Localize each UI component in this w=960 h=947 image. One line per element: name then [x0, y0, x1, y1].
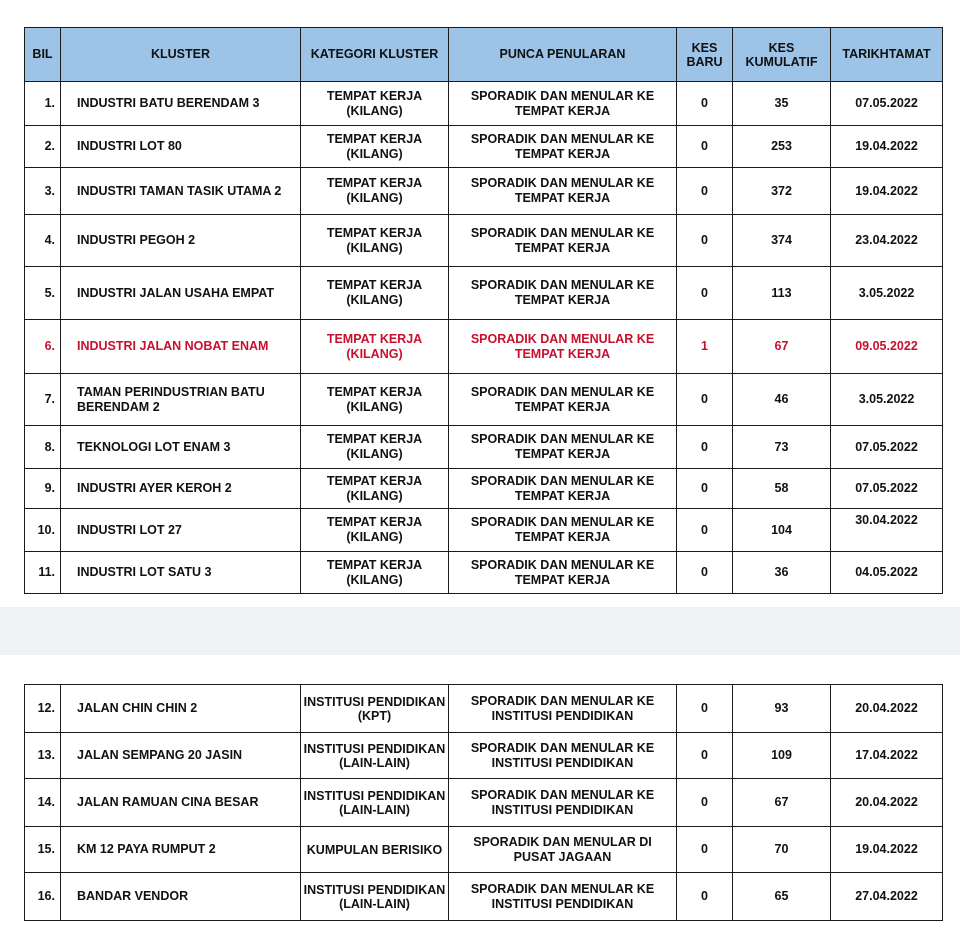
cell-kategori: TEMPAT KERJA (KILANG) — [301, 509, 449, 552]
cell-punca: SPORADIK DAN MENULAR KE INSTITUSI PENDIDIKAN — [449, 873, 677, 921]
cell-tarikh: 09.05.2022 — [831, 320, 943, 374]
cell-kategori: TEMPAT KERJA (KILANG) — [301, 215, 449, 267]
cell-tarikh: 07.05.2022 — [831, 82, 943, 126]
cell-kategori: INSTITUSI PENDIDIKAN (LAIN-LAIN) — [301, 733, 449, 779]
cell-kes-kumulatif: 253 — [733, 126, 831, 168]
cell-bil: 5. — [25, 267, 61, 320]
cell-kes-baru: 0 — [677, 685, 733, 733]
cell-kategori: TEMPAT KERJA (KILANG) — [301, 426, 449, 469]
cell-kes-baru: 0 — [677, 168, 733, 215]
cell-punca: SPORADIK DAN MENULAR KE TEMPAT KERJA — [449, 374, 677, 426]
cell-bil: 16. — [25, 873, 61, 921]
cell-punca: SPORADIK DAN MENULAR KE TEMPAT KERJA — [449, 126, 677, 168]
cell-kluster: INDUSTRI AYER KEROH 2 — [61, 469, 301, 509]
cell-tarikh: 23.04.2022 — [831, 215, 943, 267]
cell-kluster: INDUSTRI LOT 80 — [61, 126, 301, 168]
cell-tarikh: 27.04.2022 — [831, 873, 943, 921]
cell-kes-kumulatif: 372 — [733, 168, 831, 215]
cell-punca: SPORADIK DAN MENULAR KE INSTITUSI PENDIDIKAN — [449, 779, 677, 827]
cell-tarikh: 19.04.2022 — [831, 827, 943, 873]
table-row — [25, 469, 943, 509]
header-bil: BIL — [25, 28, 61, 82]
table-row — [25, 374, 943, 426]
cell-punca: SPORADIK DAN MENULAR KE TEMPAT KERJA — [449, 320, 677, 374]
header-punca: PUNCA PENULARAN — [449, 28, 677, 82]
cell-bil: 13. — [25, 733, 61, 779]
cell-kluster: INDUSTRI BATU BERENDAM 3 — [61, 82, 301, 126]
cell-kes-baru: 0 — [677, 469, 733, 509]
cell-bil: 14. — [25, 779, 61, 827]
cell-kes-baru: 0 — [677, 733, 733, 779]
cell-kategori: INSTITUSI PENDIDIKAN (KPT) — [301, 685, 449, 733]
cell-punca: SPORADIK DAN MENULAR KE TEMPAT KERJA — [449, 426, 677, 469]
cell-punca: SPORADIK DAN MENULAR KE TEMPAT KERJA — [449, 168, 677, 215]
table-row — [25, 267, 943, 320]
cell-kes-baru: 0 — [677, 126, 733, 168]
cell-kluster: INDUSTRI JALAN USAHA EMPAT — [61, 267, 301, 320]
table-row — [25, 126, 943, 168]
table-row — [25, 685, 943, 733]
cell-kategori: TEMPAT KERJA (KILANG) — [301, 552, 449, 594]
cell-kluster: TAMAN PERINDUSTRIAN BATU BERENDAM 2 — [61, 374, 301, 426]
cell-kluster: BANDAR VENDOR — [61, 873, 301, 921]
cell-kes-baru: 0 — [677, 779, 733, 827]
cell-punca: SPORADIK DAN MENULAR KE TEMPAT KERJA — [449, 267, 677, 320]
cell-kes-baru: 0 — [677, 374, 733, 426]
cell-punca: SPORADIK DAN MENULAR KE TEMPAT KERJA — [449, 509, 677, 552]
cell-kluster: INDUSTRI LOT 27 — [61, 509, 301, 552]
cell-bil: 8. — [25, 426, 61, 469]
cell-kes-baru: 0 — [677, 215, 733, 267]
cell-punca: SPORADIK DAN MENULAR KE TEMPAT KERJA — [449, 469, 677, 509]
table-row — [25, 779, 943, 827]
cell-tarikh: 17.04.2022 — [831, 733, 943, 779]
table-row — [25, 733, 943, 779]
table-row — [25, 873, 943, 921]
cell-punca: SPORADIK DAN MENULAR KE TEMPAT KERJA — [449, 82, 677, 126]
cell-tarikh: 19.04.2022 — [831, 126, 943, 168]
cell-kes-kumulatif: 35 — [733, 82, 831, 126]
cell-kategori: TEMPAT KERJA (KILANG) — [301, 469, 449, 509]
cell-kes-kumulatif: 58 — [733, 469, 831, 509]
cell-bil: 9. — [25, 469, 61, 509]
cell-tarikh: 30.04.2022 — [831, 509, 943, 552]
cell-kes-baru: 0 — [677, 82, 733, 126]
cell-kes-kumulatif: 67 — [733, 779, 831, 827]
cell-kes-kumulatif: 70 — [733, 827, 831, 873]
cell-punca: SPORADIK DAN MENULAR KE INSTITUSI PENDIDIKAN — [449, 733, 677, 779]
cell-punca: SPORADIK DAN MENULAR KE TEMPAT KERJA — [449, 552, 677, 594]
page-separator — [0, 607, 960, 655]
cell-kes-kumulatif: 113 — [733, 267, 831, 320]
cluster-table-2 — [24, 684, 943, 921]
header-row — [25, 28, 943, 82]
cell-punca: SPORADIK DAN MENULAR KE TEMPAT KERJA — [449, 215, 677, 267]
cell-kes-kumulatif: 65 — [733, 873, 831, 921]
cell-tarikh: 04.05.2022 — [831, 552, 943, 594]
header-kes-baru: KES BARU — [677, 28, 733, 82]
cell-kluster: TEKNOLOGI LOT ENAM 3 — [61, 426, 301, 469]
cell-kluster: INDUSTRI LOT SATU 3 — [61, 552, 301, 594]
cell-tarikh: 20.04.2022 — [831, 685, 943, 733]
table-row — [25, 320, 943, 374]
cell-bil: 15. — [25, 827, 61, 873]
table-row — [25, 552, 943, 594]
cell-kes-kumulatif: 67 — [733, 320, 831, 374]
cell-bil: 4. — [25, 215, 61, 267]
cell-tarikh: 07.05.2022 — [831, 426, 943, 469]
cell-bil: 2. — [25, 126, 61, 168]
header-kategori: KATEGORI KLUSTER — [301, 28, 449, 82]
cell-kes-kumulatif: 46 — [733, 374, 831, 426]
cell-punca: SPORADIK DAN MENULAR DI PUSAT JAGAAN — [449, 827, 677, 873]
cell-bil: 10. — [25, 509, 61, 552]
cell-kategori: INSTITUSI PENDIDIKAN (LAIN-LAIN) — [301, 779, 449, 827]
cell-kategori: TEMPAT KERJA (KILANG) — [301, 374, 449, 426]
table-row — [25, 82, 943, 126]
cell-bil: 6. — [25, 320, 61, 374]
cell-kes-baru: 0 — [677, 509, 733, 552]
cell-bil: 12. — [25, 685, 61, 733]
cell-kategori: TEMPAT KERJA (KILANG) — [301, 168, 449, 215]
cell-tarikh: 3.05.2022 — [831, 267, 943, 320]
cell-kategori: KUMPULAN BERISIKO — [301, 827, 449, 873]
cell-kategori: INSTITUSI PENDIDIKAN (LAIN-LAIN) — [301, 873, 449, 921]
cell-kes-baru: 1 — [677, 320, 733, 374]
cell-kategori: TEMPAT KERJA (KILANG) — [301, 82, 449, 126]
cell-kluster: JALAN RAMUAN CINA BESAR — [61, 779, 301, 827]
cell-kes-baru: 0 — [677, 827, 733, 873]
header-tarikh: TARIKHTAMAT — [831, 28, 943, 82]
cluster-table-1 — [24, 27, 943, 594]
cell-kluster: INDUSTRI PEGOH 2 — [61, 215, 301, 267]
cell-kes-baru: 0 — [677, 552, 733, 594]
table-row — [25, 168, 943, 215]
cell-bil: 7. — [25, 374, 61, 426]
cell-tarikh: 19.04.2022 — [831, 168, 943, 215]
cell-kes-kumulatif: 374 — [733, 215, 831, 267]
cell-tarikh: 20.04.2022 — [831, 779, 943, 827]
cell-kes-kumulatif: 73 — [733, 426, 831, 469]
header-kes-kumulatif: KES KUMULATIF — [733, 28, 831, 82]
cell-kategori: TEMPAT KERJA (KILANG) — [301, 320, 449, 374]
cell-kluster: KM 12 PAYA RUMPUT 2 — [61, 827, 301, 873]
cell-tarikh: 07.05.2022 — [831, 469, 943, 509]
cell-bil: 1. — [25, 82, 61, 126]
cell-kes-baru: 0 — [677, 426, 733, 469]
cell-kes-kumulatif: 104 — [733, 509, 831, 552]
cell-kes-kumulatif: 36 — [733, 552, 831, 594]
cell-bil: 3. — [25, 168, 61, 215]
cell-kes-baru: 0 — [677, 873, 733, 921]
table-row — [25, 215, 943, 267]
table-row — [25, 426, 943, 469]
cell-bil: 11. — [25, 552, 61, 594]
table-row — [25, 827, 943, 873]
cell-kes-kumulatif: 109 — [733, 733, 831, 779]
cell-kes-kumulatif: 93 — [733, 685, 831, 733]
header-kluster: KLUSTER — [61, 28, 301, 82]
cell-tarikh: 3.05.2022 — [831, 374, 943, 426]
cell-kategori: TEMPAT KERJA (KILANG) — [301, 126, 449, 168]
cell-kategori: TEMPAT KERJA (KILANG) — [301, 267, 449, 320]
cell-kluster: INDUSTRI JALAN NOBAT ENAM — [61, 320, 301, 374]
table-row — [25, 509, 943, 552]
cell-kluster: JALAN CHIN CHIN 2 — [61, 685, 301, 733]
cell-kes-baru: 0 — [677, 267, 733, 320]
cell-kluster: INDUSTRI TAMAN TASIK UTAMA 2 — [61, 168, 301, 215]
cell-punca: SPORADIK DAN MENULAR KE INSTITUSI PENDIDIKAN — [449, 685, 677, 733]
cell-kluster: JALAN SEMPANG 20 JASIN — [61, 733, 301, 779]
